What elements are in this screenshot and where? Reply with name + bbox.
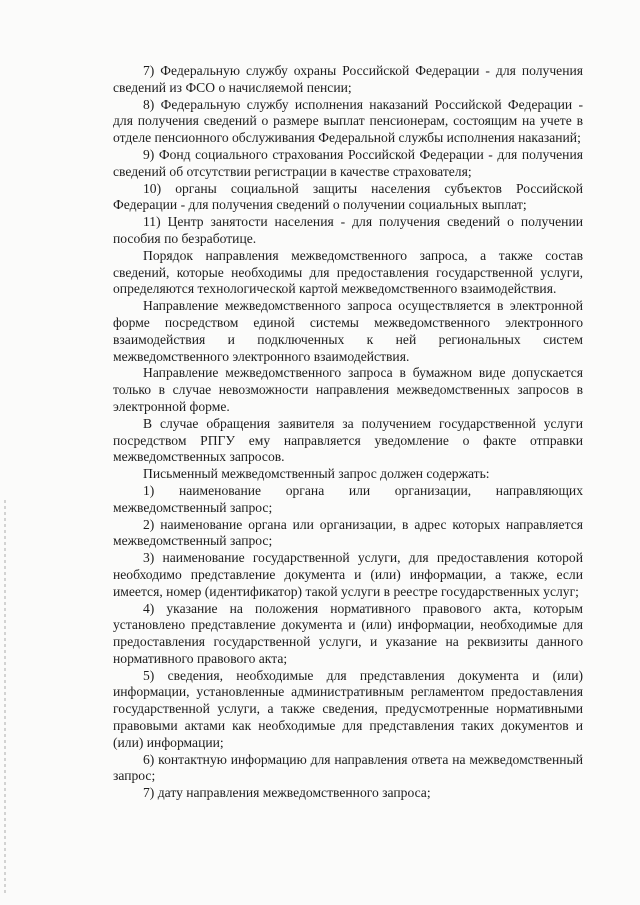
document-body: [113, 63, 583, 802]
paragraph-social-protection: 10) органы социальной защиты населения субъектов Российской Федерации - для получения сведений о получении социальных выплат;: [113, 180, 583, 213]
list-item-3: 3) наименование государственной услуги, для предоставления которой необходимо представление документа и (или) информации, а также, если имеется, номер (идентификатор) такой услуги в реестре государственных услуг;: [113, 550, 583, 599]
paragraph-electronic-request: Направление межведомственного запроса осуществляется в электронной форме посредством единой системы межведомственного электронного взаимодействия и подключенных к ней региональных систем межведомственного электронного взаимодействия.: [113, 298, 583, 364]
list-item-6: 6) контактную информацию для направления ответа на межведомственный запрос;: [113, 751, 583, 784]
scan-margin-mark: [4, 500, 6, 895]
paragraph-fso: 7) Федеральную службу охраны Российской Федерации - для получения сведений из ФСО о начисляемой пенсии;: [113, 63, 583, 95]
paragraph-paper-request: Направление межведомственного запроса в бумажном виде допускается только в случае невозможности направления межведомственных запросов в электронной форме.: [113, 365, 583, 414]
paragraph-rpgu-notice: В случае обращения заявителя за получением государственной услуги посредством РПГУ ему направляется уведомление о факте отправки межведомственных запросов.: [113, 415, 583, 465]
list-item-4: 4) указание на положения нормативного правового акта, которым установлено представление документа и (или) информации, необходимые для предоставления государственной услуги, и указание на реквизиты данного нормативного правового акта;: [113, 600, 583, 666]
list-item-2: 2) наименование органа или организации, в адрес которых направляется межведомственный запрос;: [113, 516, 583, 549]
paragraph-request-procedure: Порядок направления межведомственного запроса, а также состав сведений, которые необходимы для предоставления государственной услуги, определяются технологической картой межведомственного взаимодействия.: [113, 247, 583, 297]
paragraph-fss: 9) Фонд социального страхования Российской Федерации - для получения сведений об отсутствии регистрации в качестве страхователя;: [113, 146, 583, 179]
list-item-1: 1) наименование органа или организации, направляющих межведомственный запрос;: [113, 482, 583, 515]
paragraph-fsin: 8) Федеральную службу исполнения наказаний Российской Федерации - для получения сведений о размере выплат пенсионерам, состоящим на учете в отделе пенсионного обслуживания Федеральной службы исполнения наказаний;: [113, 96, 583, 146]
list-item-5: 5) сведения, необходимые для представления документа и (или) информации, установленные административным регламентом предоставления государственной услуги, а также сведения, предусмотренные нормативными правовыми актами как необходимые для представления таких документов и (или) информации;: [113, 667, 583, 750]
list-item-7: 7) дату направления межведомственного запроса;: [143, 785, 431, 801]
paragraph-request-contents: Письменный межведомственный запрос должен содержать:: [143, 466, 490, 482]
paragraph-employment-center: 11) Центр занятости населения - для получения сведений о получении пособия по безработице.: [113, 214, 583, 246]
